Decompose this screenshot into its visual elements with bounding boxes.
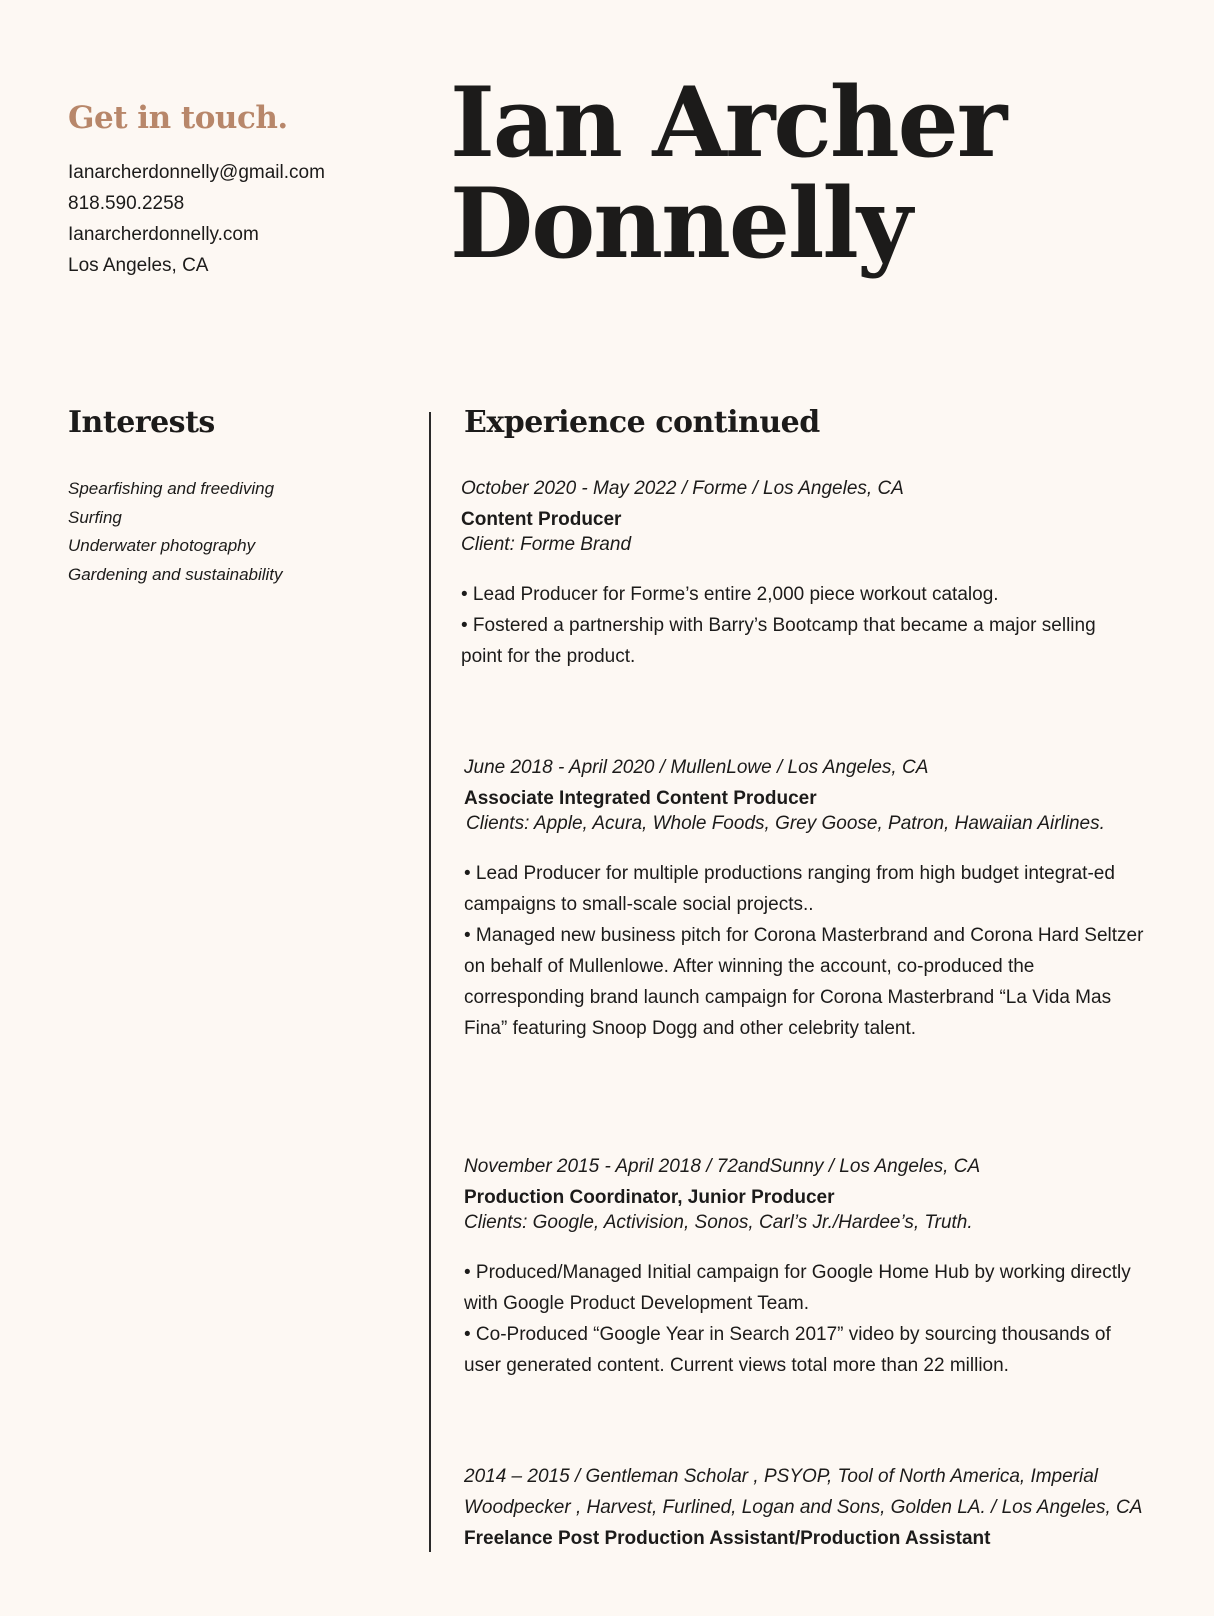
contact-location: Los Angeles, CA <box>68 255 209 276</box>
job-meta: 2014 – 2015 / Gentleman Scholar , PSYOP, Tool of North America, Imperial Woodpecker , Harvest, Furlined, Logan and Sons, Golden LA. / Los Angeles, CA <box>464 1466 1143 1518</box>
job-client: Clients: Apple, Acura, Whole Foods, Grey Goose, Patron, Hawaiian Airlines. <box>466 813 1105 834</box>
contact-website[interactable]: Ianarcherdonnelly.com <box>68 224 259 245</box>
job-title: Content Producer <box>461 509 622 530</box>
resume-name <box>450 66 1006 280</box>
job-entry-freelance <box>464 1461 1144 1551</box>
name-line-1: Ian Archer <box>450 66 1006 179</box>
job-entry-forme <box>461 473 1141 672</box>
name-line-2: Donnelly <box>450 167 911 280</box>
column-divider <box>429 412 431 1552</box>
job-bullet: • Managed new business pitch for Corona Masterbrand and Corona Hard Seltzer on behalf of Mullenlowe. After winning the account, co-produced the corresponding brand launch campaign for Corona Masterbrand “La Vida Mas Fina” featuring Snoop Dogg and other celebrity talent. <box>464 925 1144 1039</box>
job-bullet: • Lead Producer for multiple productions ranging from high budget integrat-ed campaigns to small-scale social projects.. <box>464 863 1115 915</box>
interest-item: Surfing <box>68 507 122 527</box>
job-bullet: • Fostered a partnership with Barry’s Bootcamp that became a major selling point for the product. <box>461 615 1096 667</box>
contact-heading: Get in touch. <box>68 100 288 136</box>
job-title: Production Coordinator, Junior Producer <box>464 1187 835 1208</box>
job-client: Client: Forme Brand <box>461 534 632 555</box>
job-bullets <box>461 579 1141 672</box>
job-bullets <box>464 858 1144 1044</box>
interests-heading: Interests <box>68 405 215 440</box>
job-entry-mullenlowe <box>464 752 1144 1044</box>
job-bullets <box>464 1257 1144 1381</box>
contact-email[interactable]: Ianarcherdonnelly@gmail.com <box>68 162 325 183</box>
experience-heading: Experience continued <box>464 405 820 440</box>
job-meta: October 2020 - May 2022 / Forme / Los Angeles, CA <box>461 478 904 499</box>
interest-item: Spearfishing and freediving <box>68 479 275 498</box>
job-title: Freelance Post Production Assistant/Production Assistant <box>464 1528 991 1549</box>
job-bullet: • Lead Producer for Forme’s entire 2,000 piece workout catalog. <box>461 584 999 605</box>
interest-item: Gardening and sustainability <box>68 564 283 584</box>
interest-item: Underwater photography <box>68 536 256 555</box>
job-meta: November 2015 - April 2018 / 72andSunny / Los Angeles, CA <box>464 1156 981 1177</box>
contact-phone[interactable]: 818.590.2258 <box>68 193 185 214</box>
job-entry-72andsunny <box>464 1151 1144 1381</box>
job-bullet: • Co-Produced “Google Year in Search 2017” video by sourcing thousands of user generated content. Current views total more than 22 million. <box>464 1324 1111 1376</box>
interests-list <box>68 475 283 589</box>
job-title: Associate Integrated Content Producer <box>464 788 817 809</box>
job-client: Clients: Google, Activision, Sonos, Carl’s Jr./Hardee’s, Truth. <box>464 1212 973 1233</box>
contact-info <box>68 157 325 281</box>
job-meta: June 2018 - April 2020 / MullenLowe / Los Angeles, CA <box>464 757 929 778</box>
job-bullet: • Produced/Managed Initial campaign for Google Home Hub by working directly with Google Product Development Team. <box>464 1262 1131 1314</box>
